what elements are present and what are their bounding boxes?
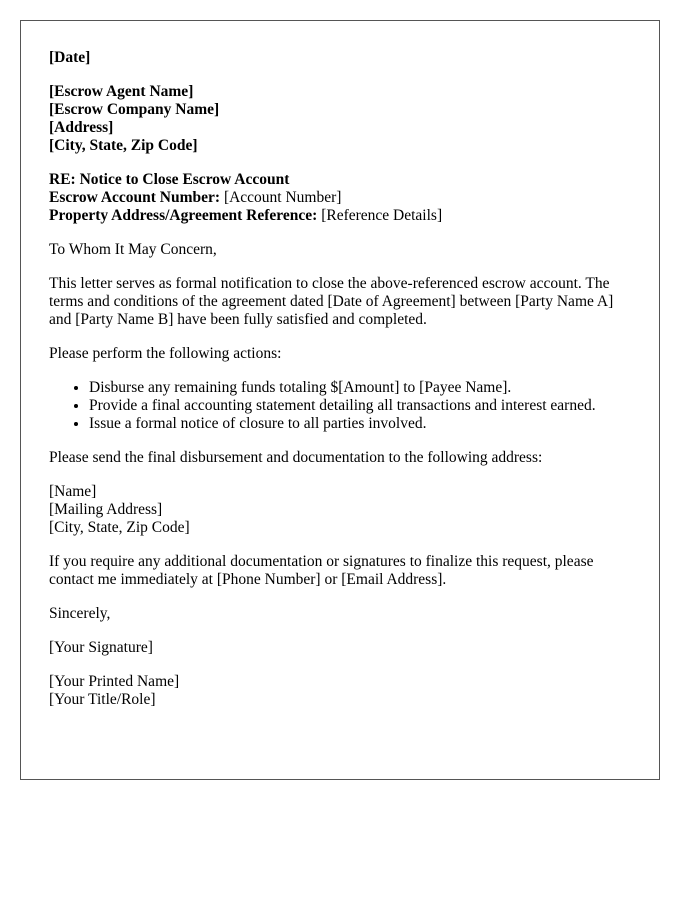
- recipient-city-state-zip: [City, State, Zip Code]: [49, 137, 198, 154]
- recipient-company-name: [Escrow Company Name]: [49, 101, 220, 118]
- signature: [Your Signature]: [49, 639, 153, 656]
- closing: Sincerely,: [49, 605, 111, 622]
- mailing-name: [Name]: [49, 483, 97, 500]
- title-role: [Your Title/Role]: [49, 691, 156, 708]
- send-instruction: Please send the final disbursement and documentation to the following address:: [49, 449, 543, 466]
- recipient-agent-name: [Escrow Agent Name]: [49, 83, 194, 100]
- mailing-city-state-zip: [City, State, Zip Code]: [49, 519, 190, 536]
- salutation: To Whom It May Concern,: [49, 241, 217, 258]
- account-number-label: Escrow Account Number:: [49, 189, 221, 206]
- action-item: • Disburse any remaining funds totaling $[Amount] to [Payee Name].: [89, 379, 631, 397]
- date-block: [49, 49, 631, 67]
- action-item: • Issue a formal notice of closure to all parties involved.: [89, 415, 631, 433]
- printed-name: [Your Printed Name]: [49, 673, 180, 690]
- subject-re-line: RE: Notice to Close Escrow Account: [49, 171, 290, 188]
- account-number-value: [Account Number]: [223, 189, 342, 206]
- mailing-address: [Mailing Address]: [49, 501, 163, 518]
- signer-block: [49, 673, 631, 709]
- actions-intro: Please perform the following actions:: [49, 345, 282, 362]
- account-number-line: [49, 189, 631, 207]
- contact-paragraph: If you require any additional documentation or signatures to finalize this request, please contact me immediately at [Phone Number] or [Email Address].: [49, 553, 594, 588]
- intro-paragraph: This letter serves as formal notification to close the above-referenced escrow account. The terms and conditions of the agreement dated [Date of Agreement] between [Party Name A] and [Party Name B] have been fully satisfied and completed.: [49, 275, 614, 328]
- letter-date: [Date]: [49, 49, 91, 66]
- recipient-address: [Address]: [49, 119, 114, 136]
- letter-page: [20, 20, 660, 780]
- action-item: • Provide a final accounting statement detailing all transactions and interest earned.: [89, 397, 631, 415]
- reference-line: [49, 207, 631, 225]
- subject-block: [49, 171, 631, 225]
- actions-list: [49, 379, 631, 433]
- reference-value: [Reference Details]: [321, 207, 443, 224]
- reference-label: Property Address/Agreement Reference:: [49, 207, 318, 224]
- recipient-block: [49, 83, 631, 155]
- mailing-address-block: [49, 483, 631, 537]
